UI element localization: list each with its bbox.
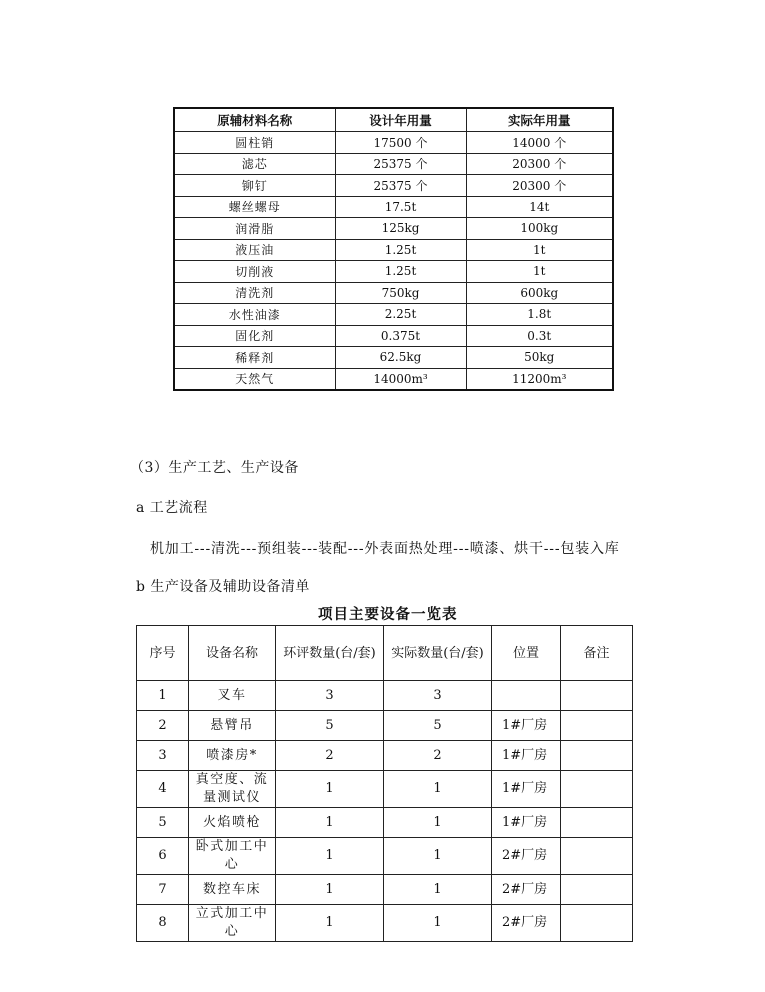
table-row — [174, 282, 613, 304]
equipment-no: 7 — [137, 875, 189, 905]
material-actual: 14t — [466, 196, 613, 218]
equipment-no: 8 — [137, 905, 189, 942]
equipment-no: 4 — [137, 771, 189, 808]
material-name: 切削液 — [174, 261, 335, 283]
materials-header-actual: 实际年用量 — [466, 108, 613, 132]
equipment-eia-qty: 1 — [276, 771, 384, 808]
equipment-header-row — [137, 626, 633, 681]
material-actual: 1.8t — [466, 304, 613, 326]
materials-header-name: 原辅材料名称 — [174, 108, 335, 132]
material-actual: 14000 个 — [466, 132, 613, 154]
table-row — [137, 771, 633, 808]
equipment-actual-qty: 1 — [384, 875, 492, 905]
material-name: 圆柱销 — [174, 132, 335, 154]
table-row — [137, 838, 633, 875]
equipment-header-eia-qty: 环评数量(台/套) — [276, 626, 384, 681]
equipment-table — [136, 625, 633, 942]
material-actual: 1t — [466, 239, 613, 261]
material-actual: 20300 个 — [466, 175, 613, 197]
equipment-name: 悬臂吊 — [189, 711, 276, 741]
subheading-equipment: b 生产设备及辅助设备清单 — [136, 579, 310, 595]
equipment-note — [561, 771, 633, 808]
material-name: 铆钉 — [174, 175, 335, 197]
equipment-actual-qty: 2 — [384, 741, 492, 771]
table-row — [137, 741, 633, 771]
equipment-name: 立式加工中心 — [189, 905, 276, 942]
subheading-process: a 工艺流程 — [136, 500, 208, 516]
materials-table — [173, 107, 614, 391]
table-row — [174, 153, 613, 175]
equipment-no: 5 — [137, 808, 189, 838]
equipment-no: 6 — [137, 838, 189, 875]
equipment-header-no: 序号 — [137, 626, 189, 681]
equipment-table-title: 项目主要设备一览表 — [318, 606, 458, 623]
table-row — [174, 368, 613, 390]
equipment-eia-qty: 1 — [276, 905, 384, 942]
equipment-name: 火焰喷枪 — [189, 808, 276, 838]
equipment-actual-qty: 1 — [384, 905, 492, 942]
equipment-header-location: 位置 — [492, 626, 561, 681]
equipment-no: 1 — [137, 681, 189, 711]
material-actual: 11200m³ — [466, 368, 613, 390]
equipment-eia-qty: 2 — [276, 741, 384, 771]
table-row — [174, 175, 613, 197]
table-row — [174, 218, 613, 240]
equipment-name: 喷漆房* — [189, 741, 276, 771]
material-actual: 100kg — [466, 218, 613, 240]
equipment-no: 2 — [137, 711, 189, 741]
material-design: 25375 个 — [335, 175, 466, 197]
table-row — [174, 261, 613, 283]
equipment-location: 1#厂房 — [492, 771, 561, 808]
material-name: 滤芯 — [174, 153, 335, 175]
equipment-location: 1#厂房 — [492, 741, 561, 771]
equipment-name: 数控车床 — [189, 875, 276, 905]
material-design: 125kg — [335, 218, 466, 240]
equipment-note — [561, 838, 633, 875]
material-design: 14000m³ — [335, 368, 466, 390]
materials-header-row — [174, 108, 613, 132]
table-row — [137, 711, 633, 741]
equipment-location: 2#厂房 — [492, 875, 561, 905]
equipment-note — [561, 681, 633, 711]
equipment-eia-qty: 1 — [276, 875, 384, 905]
equipment-location: 2#厂房 — [492, 838, 561, 875]
equipment-location: 1#厂房 — [492, 711, 561, 741]
material-actual: 0.3t — [466, 325, 613, 347]
table-row — [174, 304, 613, 326]
equipment-actual-qty: 1 — [384, 838, 492, 875]
table-row — [137, 905, 633, 942]
table-row — [174, 347, 613, 369]
table-row — [174, 132, 613, 154]
material-name: 清洗剂 — [174, 282, 335, 304]
equipment-location — [492, 681, 561, 711]
equipment-header-name: 设备名称 — [189, 626, 276, 681]
material-design: 750kg — [335, 282, 466, 304]
equipment-eia-qty: 3 — [276, 681, 384, 711]
material-design: 2.25t — [335, 304, 466, 326]
equipment-eia-qty: 5 — [276, 711, 384, 741]
table-row — [137, 875, 633, 905]
equipment-location: 1#厂房 — [492, 808, 561, 838]
process-flow-text: 机加工---清洗---预组装---装配---外表面热处理---喷漆、烘干---包装入库 — [150, 541, 620, 557]
material-actual: 50kg — [466, 347, 613, 369]
equipment-note — [561, 741, 633, 771]
material-name: 天然气 — [174, 368, 335, 390]
material-name: 螺丝螺母 — [174, 196, 335, 218]
equipment-actual-qty: 3 — [384, 681, 492, 711]
equipment-note — [561, 875, 633, 905]
material-name: 稀释剂 — [174, 347, 335, 369]
materials-header-design: 设计年用量 — [335, 108, 466, 132]
material-design: 17500 个 — [335, 132, 466, 154]
material-actual: 600kg — [466, 282, 613, 304]
equipment-header-actual-qty: 实际数量(台/套) — [384, 626, 492, 681]
material-design: 1.25t — [335, 239, 466, 261]
material-name: 液压油 — [174, 239, 335, 261]
equipment-name: 叉车 — [189, 681, 276, 711]
material-design: 1.25t — [335, 261, 466, 283]
equipment-location: 2#厂房 — [492, 905, 561, 942]
equipment-note — [561, 905, 633, 942]
material-name: 水性油漆 — [174, 304, 335, 326]
material-design: 25375 个 — [335, 153, 466, 175]
equipment-no: 3 — [137, 741, 189, 771]
equipment-note — [561, 808, 633, 838]
equipment-actual-qty: 5 — [384, 711, 492, 741]
material-actual: 20300 个 — [466, 153, 613, 175]
table-row — [137, 681, 633, 711]
equipment-name: 卧式加工中心 — [189, 838, 276, 875]
material-design: 0.375t — [335, 325, 466, 347]
equipment-header-note: 备注 — [561, 626, 633, 681]
material-name: 固化剂 — [174, 325, 335, 347]
table-row — [174, 196, 613, 218]
equipment-actual-qty: 1 — [384, 808, 492, 838]
equipment-eia-qty: 1 — [276, 838, 384, 875]
equipment-note — [561, 711, 633, 741]
section-heading: （3）生产工艺、生产设备 — [130, 460, 299, 476]
table-row — [174, 239, 613, 261]
equipment-name: 真空度、流量测试仪 — [189, 771, 276, 808]
table-row — [137, 808, 633, 838]
material-design: 17.5t — [335, 196, 466, 218]
material-actual: 1t — [466, 261, 613, 283]
table-row — [174, 325, 613, 347]
equipment-eia-qty: 1 — [276, 808, 384, 838]
equipment-actual-qty: 1 — [384, 771, 492, 808]
material-name: 润滑脂 — [174, 218, 335, 240]
material-design: 62.5kg — [335, 347, 466, 369]
